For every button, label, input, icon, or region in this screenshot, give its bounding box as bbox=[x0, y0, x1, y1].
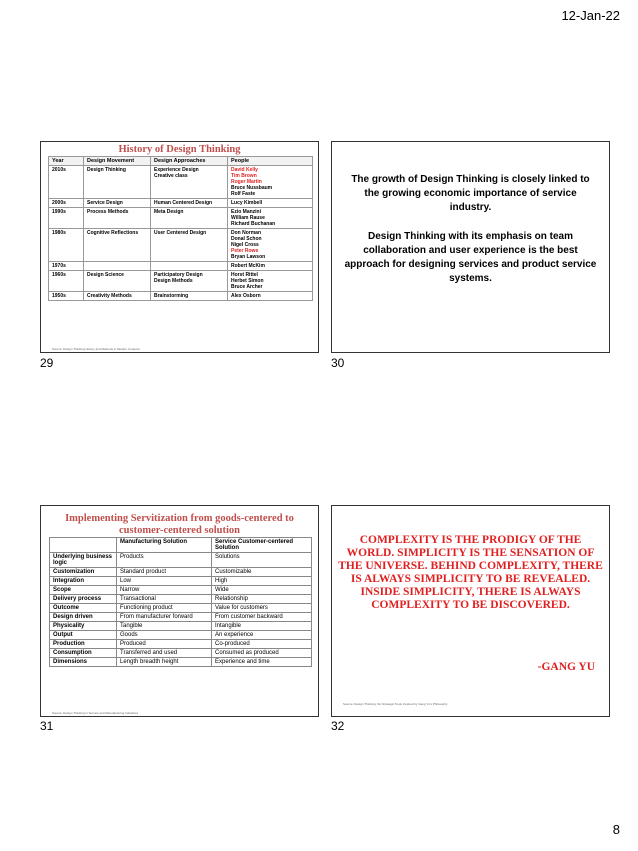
table-cell: 2000s bbox=[49, 199, 84, 208]
table-cell: 1970s bbox=[49, 262, 84, 271]
slide-29[interactable] bbox=[40, 141, 319, 353]
row-header: Design driven bbox=[50, 613, 117, 622]
person-name: Robert McKim bbox=[231, 263, 265, 269]
table-cell bbox=[151, 166, 228, 199]
table-cell bbox=[84, 262, 151, 271]
person-name: Richard Buchanan bbox=[231, 221, 276, 227]
table-row bbox=[49, 208, 313, 229]
table-cell: Transferred and used bbox=[117, 649, 212, 658]
table-cell: Length breadth height bbox=[117, 658, 212, 667]
table-cell bbox=[228, 292, 313, 301]
table-cell: 2010s bbox=[49, 166, 84, 199]
table-cell: Customizable bbox=[212, 568, 312, 577]
person-name: Bryan Lawson bbox=[231, 254, 266, 260]
approach-label: User Centered Design bbox=[154, 230, 207, 236]
person-name: Nigel Cross bbox=[231, 242, 259, 248]
table-header-row bbox=[49, 157, 313, 166]
table-cell: Solutions bbox=[212, 553, 312, 568]
table-cell: Low bbox=[117, 577, 212, 586]
table-cell: Design Thinking bbox=[84, 166, 151, 199]
person-name: Lucy Kimbell bbox=[231, 200, 263, 206]
slide-paragraph: The growth of Design Thinking is closely linked to the growing economic importance of service industry. bbox=[351, 174, 590, 213]
table-cell bbox=[228, 229, 313, 262]
table-cell: Transactional bbox=[117, 595, 212, 604]
table-row bbox=[50, 595, 312, 604]
row-header: Underlying business logic bbox=[50, 553, 117, 568]
table-row bbox=[50, 622, 312, 631]
table-cell: High bbox=[212, 577, 312, 586]
slide-title: History of Design Thinking bbox=[118, 144, 241, 155]
table-cell bbox=[151, 271, 228, 292]
person-name: Tim Brown bbox=[231, 173, 257, 179]
table-cell: Service Design bbox=[84, 199, 151, 208]
table-cell: An experience bbox=[212, 631, 312, 640]
table-cell bbox=[228, 166, 313, 199]
row-header: Outcome bbox=[50, 604, 117, 613]
table-cell: 1980s bbox=[49, 229, 84, 262]
table-cell: Goods bbox=[117, 631, 212, 640]
slide-number: 30 bbox=[331, 356, 345, 370]
row-header: Integration bbox=[50, 577, 117, 586]
person-name: Horst Rittel bbox=[231, 272, 258, 278]
person-name: Bruce Archer bbox=[231, 284, 263, 290]
table-cell: Produced bbox=[117, 640, 212, 649]
table-cell: 1990s bbox=[49, 208, 84, 229]
table-cell bbox=[228, 208, 313, 229]
row-header: Dimensions bbox=[50, 658, 117, 667]
table-row bbox=[50, 658, 312, 667]
approach-label: Design Methods bbox=[154, 278, 193, 284]
column-header: People bbox=[228, 157, 313, 166]
person-name: Peter Rowe bbox=[231, 248, 259, 254]
table-cell bbox=[151, 229, 228, 262]
table-cell bbox=[151, 262, 228, 271]
table-header-row bbox=[50, 538, 312, 553]
table-cell bbox=[151, 208, 228, 229]
table-row bbox=[50, 586, 312, 595]
quote-author: -GANG YU bbox=[537, 661, 595, 673]
person-name: Roger Martin bbox=[231, 179, 262, 185]
column-header: Design Movement bbox=[84, 157, 151, 166]
table-cell: From customer backward bbox=[212, 613, 312, 622]
table-cell: Process Methods bbox=[84, 208, 151, 229]
table-cell: 1950s bbox=[49, 292, 84, 301]
table-cell: Consumed as produced bbox=[212, 649, 312, 658]
table-cell: Standard product bbox=[117, 568, 212, 577]
column-header bbox=[50, 538, 117, 553]
table-row bbox=[49, 271, 313, 292]
slide-30[interactable] bbox=[331, 141, 610, 353]
approach-label: Human Centered Design bbox=[154, 200, 213, 206]
person-name: William Rause bbox=[231, 215, 265, 221]
table-cell: Narrow bbox=[117, 586, 212, 595]
table-row bbox=[50, 568, 312, 577]
person-name: Donal Schon bbox=[231, 236, 262, 242]
approach-label: Brainstorming bbox=[154, 293, 189, 299]
slide-number: 31 bbox=[40, 719, 54, 733]
quote-text: COMPLEXITY IS THE PRODIGY OF THE WORLD. SIMPLICITY IS THE SENSATION OF THE UNIVERSE. BEHIND COMPLEXITY, THERE IS ALWAYS SIMPLICITY TO BE REVEALED. INSIDE SIMPLICITY, THERE IS ALWAYS COMPLEXITY TO BE DISCOVERED. bbox=[338, 534, 603, 611]
table-cell: Cognitive Reflections bbox=[84, 229, 151, 262]
row-header: Production bbox=[50, 640, 117, 649]
history-table bbox=[48, 156, 313, 301]
table-row bbox=[50, 640, 312, 649]
table-cell bbox=[151, 292, 228, 301]
person-name: Herbet Simon bbox=[231, 278, 264, 284]
table-row bbox=[50, 553, 312, 568]
person-name: David Kelly bbox=[231, 167, 258, 173]
row-header: Delivery process bbox=[50, 595, 117, 604]
slide-32[interactable] bbox=[331, 505, 610, 717]
row-header: Physicality bbox=[50, 622, 117, 631]
person-name: Bruce Nussbaum bbox=[231, 185, 273, 191]
table-cell: Creativity Methods bbox=[84, 292, 151, 301]
table-cell: Products bbox=[117, 553, 212, 568]
table-row bbox=[50, 631, 312, 640]
person-name: Ezio Manzini bbox=[231, 209, 261, 215]
table-row bbox=[50, 604, 312, 613]
table-row bbox=[49, 262, 313, 271]
row-header: Customization bbox=[50, 568, 117, 577]
row-header: Output bbox=[50, 631, 117, 640]
approach-label: Meta Design bbox=[154, 209, 184, 215]
slide-31[interactable] bbox=[40, 505, 319, 717]
column-header: Design Approaches bbox=[151, 157, 228, 166]
table-cell: Experience and time bbox=[212, 658, 312, 667]
table-cell: From manufacturer forward bbox=[117, 613, 212, 622]
approach-label: Creative class bbox=[154, 173, 188, 179]
table-cell: Co-produced bbox=[212, 640, 312, 649]
approach-label: Experience Design bbox=[154, 167, 199, 173]
slide-title: Implementing Servitization from goods-centered to customer-centered solution bbox=[65, 513, 294, 536]
slide-number: 29 bbox=[40, 356, 54, 370]
table-cell bbox=[151, 199, 228, 208]
source-note: Source: Design Thinking: Six Strategic Tools Inspired by Gang Yu's Philosophy bbox=[343, 702, 448, 706]
table-cell bbox=[228, 262, 313, 271]
approach-label: Participatory Design bbox=[154, 272, 203, 278]
table-cell: Intangible bbox=[212, 622, 312, 631]
person-name: Rolf Faste bbox=[231, 191, 256, 197]
table-cell: Functioning product bbox=[117, 604, 212, 613]
table-cell: Design Science bbox=[84, 271, 151, 292]
row-header: Consumption bbox=[50, 649, 117, 658]
column-header: Year bbox=[49, 157, 84, 166]
table-cell bbox=[228, 271, 313, 292]
table-cell: 1960s bbox=[49, 271, 84, 292]
header-date: 12-Jan-22 bbox=[561, 8, 620, 23]
table-row bbox=[49, 292, 313, 301]
table-cell bbox=[228, 199, 313, 208]
table-row bbox=[49, 166, 313, 199]
table-row bbox=[49, 229, 313, 262]
table-cell: Relationship bbox=[212, 595, 312, 604]
column-header: Service Customer-centered Solution bbox=[212, 538, 312, 553]
table-row bbox=[50, 613, 312, 622]
table-row bbox=[50, 577, 312, 586]
column-header: Manufacturing Solution bbox=[117, 538, 212, 553]
servitization-table bbox=[49, 537, 312, 667]
table-cell: Wide bbox=[212, 586, 312, 595]
row-header: Scope bbox=[50, 586, 117, 595]
slide-number: 32 bbox=[331, 719, 345, 733]
slide-paragraph: Design Thinking with its emphasis on team collaboration and user experience is the best approach for designing services and product service systems. bbox=[344, 231, 597, 284]
source-note: Source: Design Thinking History and Methods in Modern Contexts bbox=[52, 347, 140, 351]
table-cell: Value for customers bbox=[212, 604, 312, 613]
source-note: Source: Design Thinking in Service and Manufacturing Industries bbox=[52, 711, 139, 715]
table-cell: Tangible bbox=[117, 622, 212, 631]
person-name: Don Norman bbox=[231, 230, 261, 236]
table-row bbox=[49, 199, 313, 208]
table-row bbox=[50, 649, 312, 658]
page-number: 8 bbox=[612, 822, 620, 837]
person-name: Alex Osborn bbox=[231, 293, 261, 299]
